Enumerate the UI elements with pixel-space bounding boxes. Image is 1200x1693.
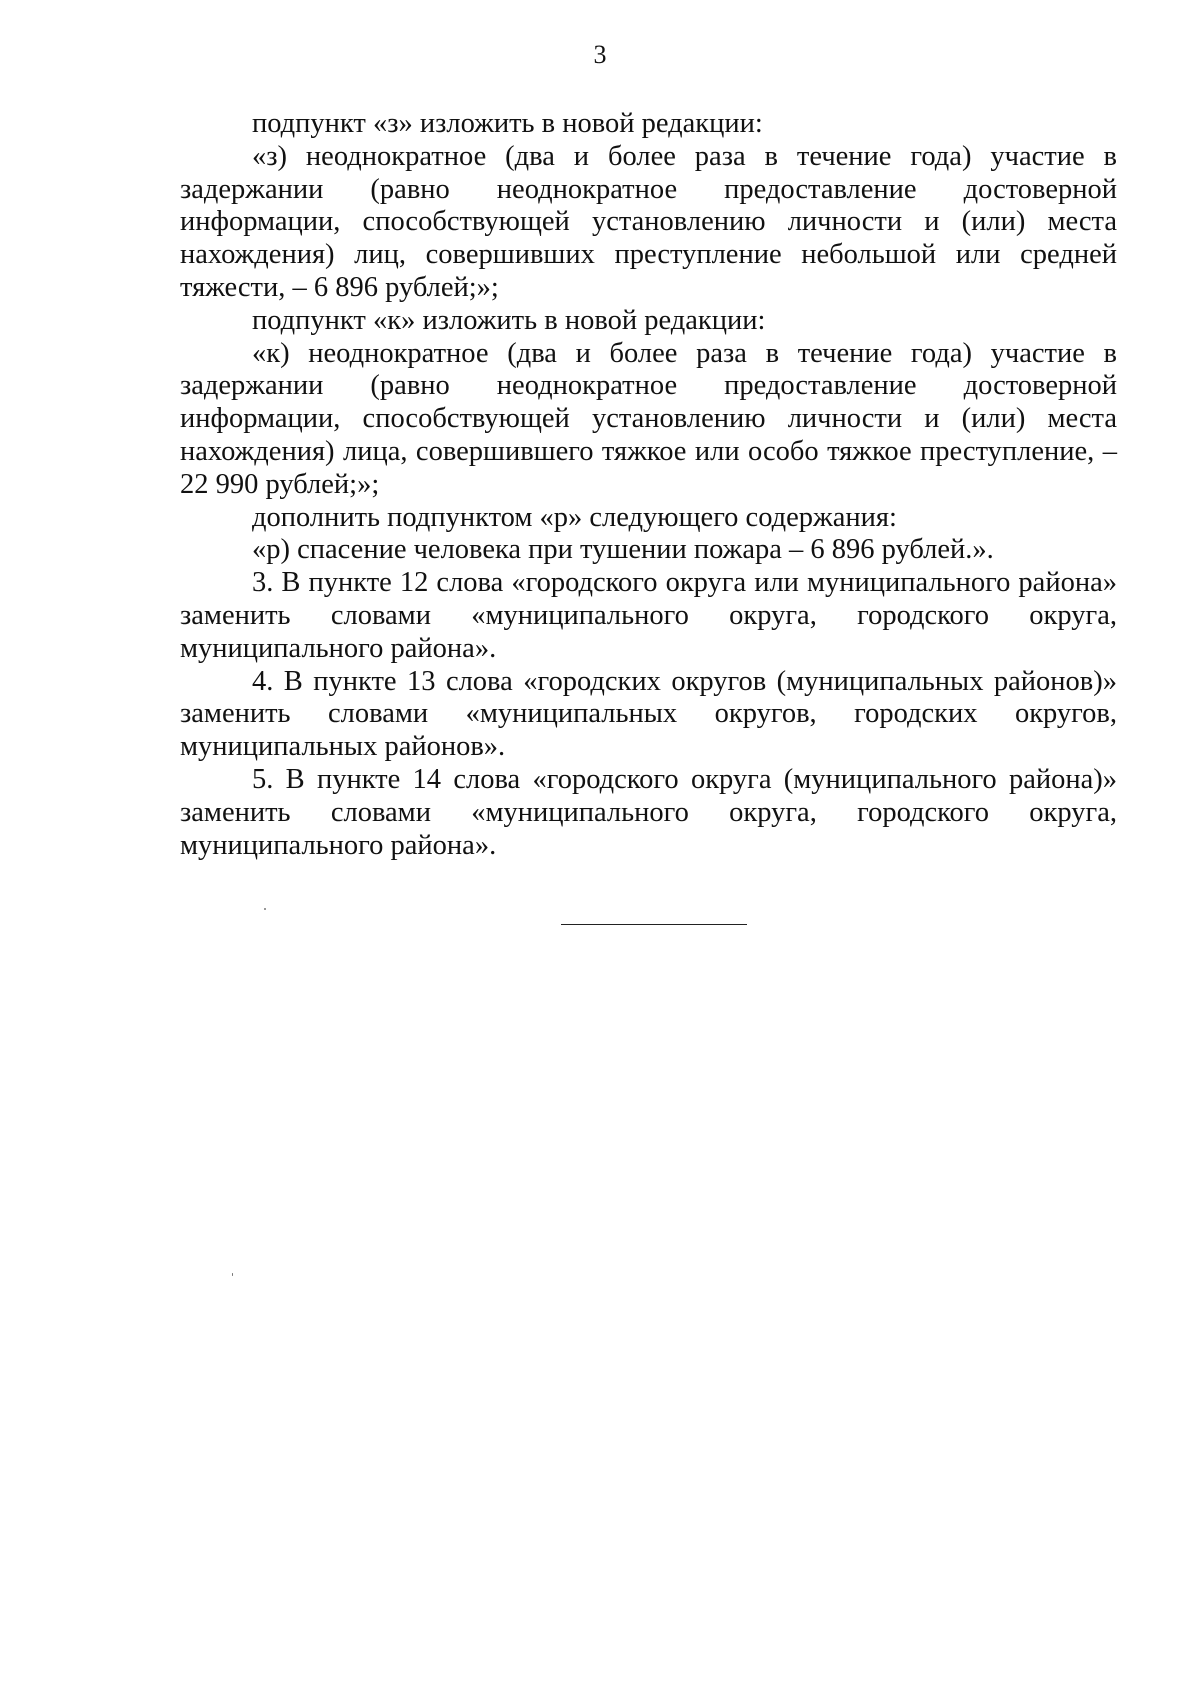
paragraph-subitem-r-text: «р) спасение человека при тушении пожара – 6 896 рублей.». [252, 534, 994, 566]
paragraph-item-5: 5. В пункте 14 слова «городского округа (муниципального района)» заменить словами «муниципального округа, городского округа, муниципального района». [180, 763, 1117, 861]
paragraph-item-3: 3. В пункте 12 слова «городского округа или муниципального района» заменить словами «муниципального округа, городского округа, муниципального района». [180, 567, 1117, 664]
paragraph-subitem-z-text: «з) неоднократное (два и более раза в течение года) участие в задержании (равно неоднократное предоставление достоверной информации, способствующей установлению личности и (или) места нахождения) лиц, совершивших преступление небольшой или средней тяжести, – 6 896 рублей;»; [180, 140, 1117, 303]
scan-speck [232, 1273, 233, 1276]
paragraph-item-4: 4. В пункте 13 слова «городских округов (муниципальных районов)» заменить словами «муниципальных округов, городских округов, муниципальных районов». [180, 665, 1117, 763]
paragraph-subitem-r-intro: дополнить подпунктом «р» следующего содержания: [252, 501, 897, 533]
scan-speck [264, 908, 266, 910]
paragraph-subitem-k-text: «к) неоднократное (два и более раза в течение года) участие в задержании (равно неоднократное предоставление достоверной информации, способствующей установлению личности и (или) места нахождения) лица, совершившего тяжкое или особо тяжкое преступление, – 22 990 рублей;»; [180, 337, 1117, 500]
end-separator-line [561, 924, 747, 925]
page-number: 3 [593, 40, 607, 69]
document-body [180, 108, 1117, 862]
paragraph-subitem-z-intro: подпункт «з» изложить в новой редакции: [252, 108, 763, 139]
paragraph-subitem-k-intro: подпункт «к» изложить в новой редакции: [252, 304, 766, 336]
